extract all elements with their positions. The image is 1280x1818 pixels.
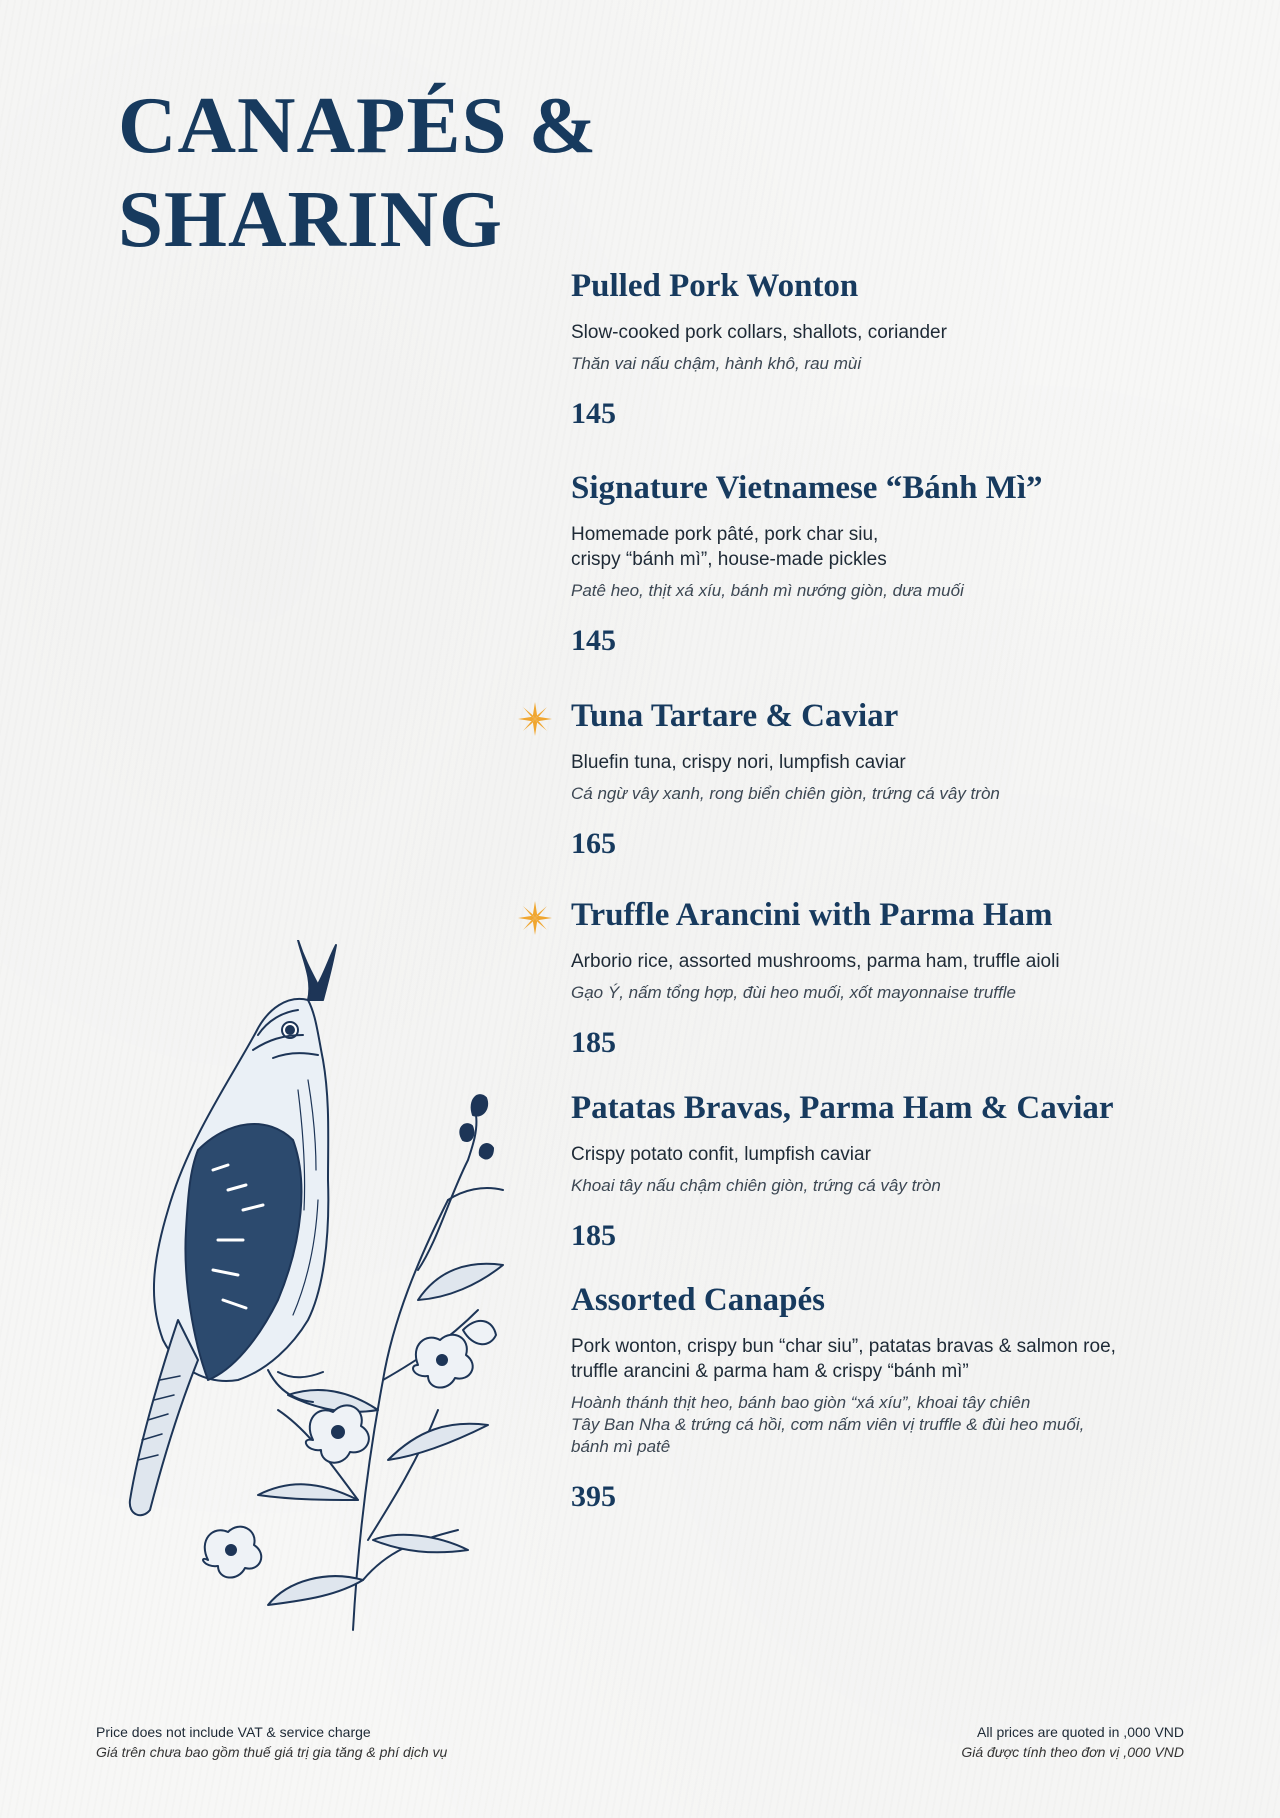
item-name: Assorted Canapés [571,1282,825,1318]
footer-vat-note-en: Price does not include VAT & service charge [96,1724,371,1740]
item-description-en [571,522,1211,572]
item-description-vi: Khoai tây nấu chậm chiên giòn, trứng cá vây tròn [571,1176,941,1195]
item-name: Truffle Arancini with Parma Ham [571,897,1053,933]
item-description-en: Slow-cooked pork collars, shallots, coriander [571,322,947,343]
item-description-vi-line3: bánh mì patê [571,1437,671,1456]
menu-item-patatas-bravas [571,1088,1211,1253]
menu-item-pulled-pork-wonton [571,266,1211,431]
item-price: 395 [571,1480,616,1513]
item-description-en [571,1334,1231,1384]
page-title-line2: SHARING [118,174,504,264]
item-description-vi: Cá ngừ vây xanh, rong biển chiên giòn, trứng cá vây tròn [571,784,1000,803]
menu-item-tuna-tartare [571,696,1211,861]
item-description-vi-line1: Hoành thánh thịt heo, bánh bao giòn “xá xíu”, khoai tây chiên [571,1393,1031,1412]
item-description-en-line2: crispy “bánh mì”, house-made pickles [571,549,887,570]
item-price: 165 [571,827,616,860]
page-title-line1: CANAPÉS & [118,80,598,170]
item-name: Pulled Pork Wonton [571,268,859,304]
footer-vat-note [96,1722,447,1762]
item-name: Tuna Tartare & Caviar [571,698,899,734]
star-icon [518,702,552,736]
page-title [118,78,597,266]
item-price: 185 [571,1219,616,1252]
item-price: 145 [571,397,616,430]
item-description-vi: Patê heo, thịt xá xíu, bánh mì nướng giòn, dưa muối [571,581,964,600]
item-description-en-line1: Pork wonton, crispy bun “char siu”, patatas bravas & salmon roe, [571,1336,1116,1357]
item-price: 145 [571,624,616,657]
footer-currency-note-vi: Giá được tính theo đơn vị ,000 VND [961,1744,1184,1760]
item-description-vi-line2: Tây Ban Nha & trứng cá hồi, cơm nấm viên vị truffle & đùi heo muối, [571,1415,1085,1434]
bird-illustration [118,940,528,1660]
menu-item-truffle-arancini [571,895,1211,1060]
item-description-vi: Thăn vai nấu chậm, hành khô, rau mùi [571,354,862,373]
menu-item-banh-mi [571,468,1211,658]
item-name: Signature Vietnamese “Bánh Mì” [571,470,1043,506]
footer-currency-note-en: All prices are quoted in ,000 VND [977,1724,1184,1740]
footer-vat-note-vi: Giá trên chưa bao gồm thuế giá trị gia tăng & phí dịch vụ [96,1744,448,1760]
item-description-en: Crispy potato confit, lumpfish caviar [571,1144,871,1165]
item-name: Patatas Bravas, Parma Ham & Caviar [571,1090,1114,1126]
item-description-en: Arborio rice, assorted mushrooms, parma ham, truffle aioli [571,951,1060,972]
item-description-en-line2: truffle arancini & parma ham & crispy “bánh mì” [571,1361,969,1382]
item-description-vi: Gạo Ý, nấm tổng hợp, đùi heo muối, xốt mayonnaise truffle [571,983,1016,1002]
item-description-en: Bluefin tuna, crispy nori, lumpfish caviar [571,752,906,773]
item-description-en-line1: Homemade pork pâté, pork char siu, [571,524,879,545]
menu-item-assorted-canapes [571,1280,1231,1514]
item-description-vi [571,1392,1231,1458]
footer-currency-note [961,1722,1184,1762]
star-icon [518,901,552,935]
item-price: 185 [571,1026,616,1059]
